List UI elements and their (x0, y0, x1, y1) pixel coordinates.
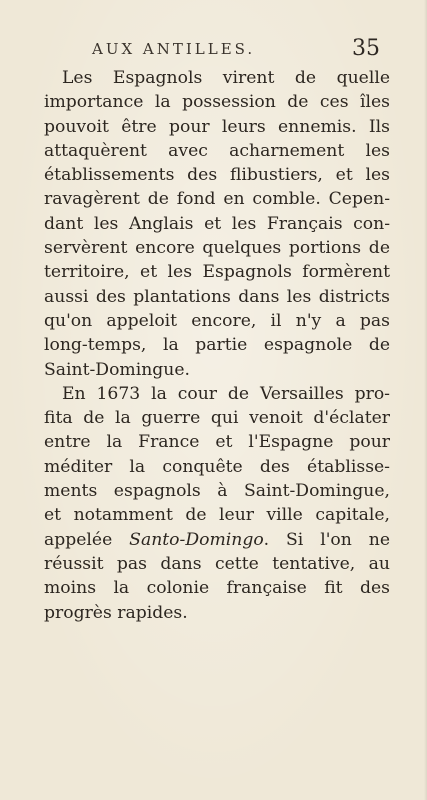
page-header (0, 36, 427, 66)
italic-place-name: Santo-Domingo (129, 529, 264, 550)
text-line: ments espagnols à Saint-Domingue, (44, 481, 390, 502)
text-line: Les Espagnols virent de quelle (62, 68, 390, 88)
paragraph-2 (44, 382, 390, 625)
text-line: En 1673 la cour de Versailles pro- (62, 383, 390, 404)
body-text (44, 66, 390, 625)
text-line: attaquèrent avec acharnement les (44, 140, 390, 161)
text-line: dant les Anglais et les Français con- (44, 213, 390, 234)
text-segment: appelée (44, 529, 130, 550)
text-line: fita de la guerre qui venoit d'éclater (44, 408, 390, 429)
text-line: méditer la conquête des établisse- (44, 456, 390, 477)
text-line: long-temps, la partie espagnole de (44, 335, 390, 356)
text-line: établissements des flibustiers, et les (44, 165, 390, 186)
text-line: réussit pas dans cette tentative, au (44, 553, 390, 574)
text-line: ravagèrent de fond en comble. Cepen- (44, 189, 390, 210)
text-line: servèrent encore quelques portions de (44, 238, 390, 259)
text-line: et notamment de leur ville capitale, (44, 505, 390, 526)
text-line: Saint-Domingue. (44, 359, 191, 380)
page-number: 35 (352, 36, 380, 61)
text-line: moins la colonie française fit des (44, 578, 390, 599)
text-line: aussi des plantations dans les districts (44, 286, 390, 307)
text-line-with-italic (44, 528, 390, 552)
running-title: AUX ANTILLES. (92, 40, 256, 58)
paragraph-1 (44, 66, 390, 382)
text-line: territoire, et les Espagnols formèrent (44, 262, 390, 283)
text-line: progrès rapides. (44, 602, 188, 623)
text-segment: . Si l'on ne (263, 529, 390, 550)
text-line: qu'on appeloit encore, il n'y a pas (44, 310, 390, 331)
text-line: pouvoit être pour leurs ennemis. Ils (44, 116, 390, 137)
text-line: entre la France et l'Espagne pour (44, 432, 390, 453)
text-line: importance la possession de ces îles (44, 92, 390, 113)
